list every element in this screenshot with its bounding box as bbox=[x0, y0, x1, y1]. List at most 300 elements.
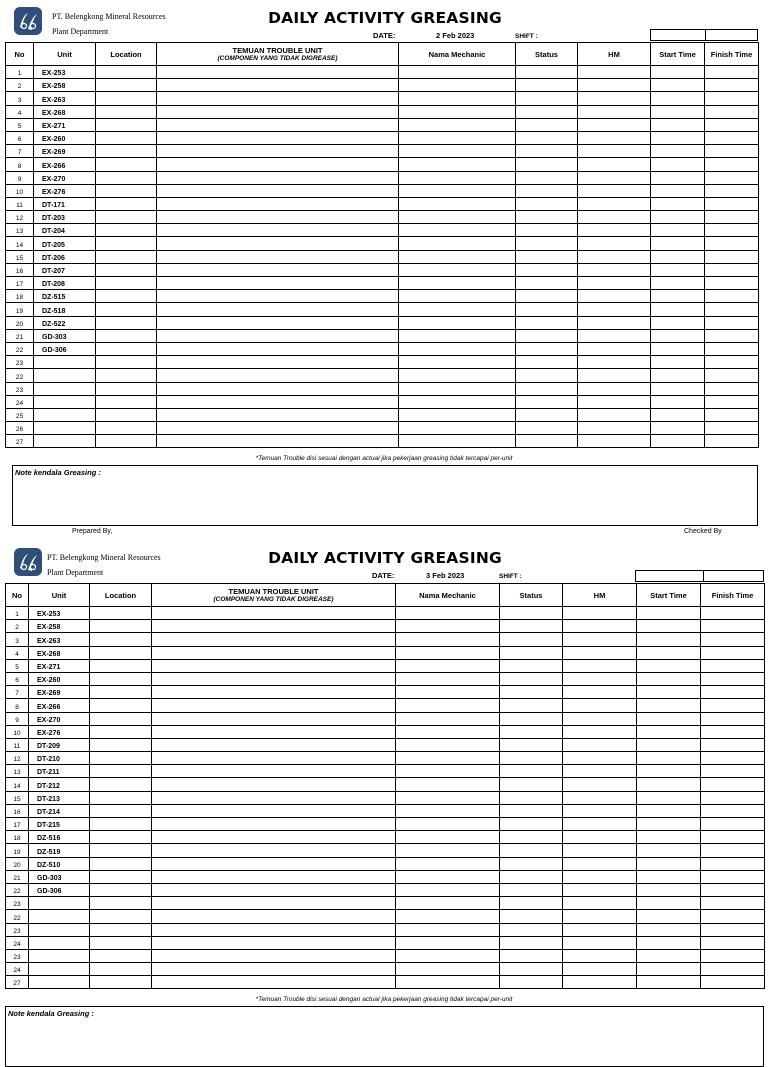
hm-cell[interactable] bbox=[578, 171, 651, 184]
temuan-cell[interactable] bbox=[152, 620, 396, 633]
finish-time-cell[interactable] bbox=[705, 250, 759, 263]
start-time-cell[interactable] bbox=[637, 672, 701, 685]
temuan-cell[interactable] bbox=[157, 395, 399, 408]
mechanic-cell[interactable] bbox=[396, 910, 500, 923]
hm-cell[interactable] bbox=[563, 910, 637, 923]
hm-cell[interactable] bbox=[578, 303, 651, 316]
finish-time-cell[interactable] bbox=[701, 672, 765, 685]
status-cell[interactable] bbox=[516, 435, 578, 448]
temuan-cell[interactable] bbox=[157, 290, 399, 303]
finish-time-cell[interactable] bbox=[701, 949, 765, 962]
mechanic-cell[interactable] bbox=[396, 870, 500, 883]
status-cell[interactable] bbox=[516, 79, 578, 92]
temuan-cell[interactable] bbox=[157, 145, 399, 158]
status-cell[interactable] bbox=[516, 303, 578, 316]
hm-cell[interactable] bbox=[563, 883, 637, 896]
start-time-cell[interactable] bbox=[651, 92, 705, 105]
temuan-cell[interactable] bbox=[152, 818, 396, 831]
hm-cell[interactable] bbox=[563, 633, 637, 646]
status-cell[interactable] bbox=[516, 422, 578, 435]
mechanic-cell[interactable] bbox=[399, 408, 516, 421]
finish-time-cell[interactable] bbox=[705, 422, 759, 435]
temuan-cell[interactable] bbox=[152, 844, 396, 857]
hm-cell[interactable] bbox=[563, 752, 637, 765]
start-time-cell[interactable] bbox=[651, 184, 705, 197]
mechanic-cell[interactable] bbox=[399, 369, 516, 382]
mechanic-cell[interactable] bbox=[399, 184, 516, 197]
mechanic-cell[interactable] bbox=[399, 211, 516, 224]
finish-time-cell[interactable] bbox=[701, 699, 765, 712]
start-time-cell[interactable] bbox=[637, 738, 701, 751]
status-cell[interactable] bbox=[500, 936, 563, 949]
status-cell[interactable] bbox=[500, 844, 563, 857]
finish-time-cell[interactable] bbox=[701, 804, 765, 817]
location-cell[interactable] bbox=[90, 857, 152, 870]
location-cell[interactable] bbox=[90, 659, 152, 672]
start-time-cell[interactable] bbox=[651, 382, 705, 395]
finish-time-cell[interactable] bbox=[701, 752, 765, 765]
temuan-cell[interactable] bbox=[152, 633, 396, 646]
temuan-cell[interactable] bbox=[152, 949, 396, 962]
start-time-cell[interactable] bbox=[637, 791, 701, 804]
location-cell[interactable] bbox=[96, 290, 157, 303]
finish-time-cell[interactable] bbox=[701, 976, 765, 989]
start-time-cell[interactable] bbox=[651, 316, 705, 329]
location-cell[interactable] bbox=[90, 897, 152, 910]
mechanic-cell[interactable] bbox=[399, 66, 516, 79]
temuan-cell[interactable] bbox=[157, 303, 399, 316]
mechanic-cell[interactable] bbox=[396, 844, 500, 857]
finish-time-cell[interactable] bbox=[705, 66, 759, 79]
location-cell[interactable] bbox=[90, 804, 152, 817]
start-time-cell[interactable] bbox=[651, 342, 705, 355]
mechanic-cell[interactable] bbox=[396, 778, 500, 791]
status-cell[interactable] bbox=[500, 712, 563, 725]
location-cell[interactable] bbox=[90, 883, 152, 896]
start-time-cell[interactable] bbox=[637, 659, 701, 672]
temuan-cell[interactable] bbox=[157, 211, 399, 224]
hm-cell[interactable] bbox=[563, 646, 637, 659]
shift-box-b[interactable] bbox=[703, 570, 764, 582]
temuan-cell[interactable] bbox=[157, 131, 399, 144]
finish-time-cell[interactable] bbox=[705, 369, 759, 382]
hm-cell[interactable] bbox=[578, 131, 651, 144]
temuan-cell[interactable] bbox=[152, 646, 396, 659]
location-cell[interactable] bbox=[96, 211, 157, 224]
start-time-cell[interactable] bbox=[637, 699, 701, 712]
mechanic-cell[interactable] bbox=[396, 936, 500, 949]
finish-time-cell[interactable] bbox=[705, 237, 759, 250]
location-cell[interactable] bbox=[96, 422, 157, 435]
mechanic-cell[interactable] bbox=[396, 633, 500, 646]
location-cell[interactable] bbox=[90, 831, 152, 844]
hm-cell[interactable] bbox=[578, 356, 651, 369]
location-cell[interactable] bbox=[96, 145, 157, 158]
hm-cell[interactable] bbox=[578, 290, 651, 303]
status-cell[interactable] bbox=[516, 145, 578, 158]
finish-time-cell[interactable] bbox=[701, 725, 765, 738]
temuan-cell[interactable] bbox=[157, 118, 399, 131]
start-time-cell[interactable] bbox=[651, 422, 705, 435]
hm-cell[interactable] bbox=[563, 738, 637, 751]
hm-cell[interactable] bbox=[563, 949, 637, 962]
location-cell[interactable] bbox=[90, 949, 152, 962]
status-cell[interactable] bbox=[500, 910, 563, 923]
finish-time-cell[interactable] bbox=[701, 765, 765, 778]
location-cell[interactable] bbox=[96, 277, 157, 290]
hm-cell[interactable] bbox=[578, 92, 651, 105]
start-time-cell[interactable] bbox=[637, 778, 701, 791]
status-cell[interactable] bbox=[500, 883, 563, 896]
finish-time-cell[interactable] bbox=[705, 290, 759, 303]
location-cell[interactable] bbox=[96, 356, 157, 369]
mechanic-cell[interactable] bbox=[396, 686, 500, 699]
finish-time-cell[interactable] bbox=[701, 738, 765, 751]
location-cell[interactable] bbox=[96, 395, 157, 408]
hm-cell[interactable] bbox=[578, 250, 651, 263]
status-cell[interactable] bbox=[500, 976, 563, 989]
status-cell[interactable] bbox=[500, 699, 563, 712]
mechanic-cell[interactable] bbox=[399, 435, 516, 448]
temuan-cell[interactable] bbox=[157, 158, 399, 171]
temuan-cell[interactable] bbox=[152, 712, 396, 725]
mechanic-cell[interactable] bbox=[396, 620, 500, 633]
temuan-cell[interactable] bbox=[152, 883, 396, 896]
temuan-cell[interactable] bbox=[157, 329, 399, 342]
finish-time-cell[interactable] bbox=[701, 844, 765, 857]
hm-cell[interactable] bbox=[578, 395, 651, 408]
status-cell[interactable] bbox=[500, 607, 563, 620]
temuan-cell[interactable] bbox=[157, 184, 399, 197]
status-cell[interactable] bbox=[500, 857, 563, 870]
status-cell[interactable] bbox=[500, 738, 563, 751]
start-time-cell[interactable] bbox=[637, 936, 701, 949]
finish-time-cell[interactable] bbox=[701, 633, 765, 646]
start-time-cell[interactable] bbox=[651, 435, 705, 448]
finish-time-cell[interactable] bbox=[705, 158, 759, 171]
start-time-cell[interactable] bbox=[651, 224, 705, 237]
finish-time-cell[interactable] bbox=[705, 263, 759, 276]
start-time-cell[interactable] bbox=[637, 818, 701, 831]
finish-time-cell[interactable] bbox=[701, 646, 765, 659]
location-cell[interactable] bbox=[96, 369, 157, 382]
finish-time-cell[interactable] bbox=[701, 818, 765, 831]
finish-time-cell[interactable] bbox=[705, 197, 759, 210]
finish-time-cell[interactable] bbox=[705, 316, 759, 329]
temuan-cell[interactable] bbox=[157, 316, 399, 329]
start-time-cell[interactable] bbox=[651, 250, 705, 263]
temuan-cell[interactable] bbox=[152, 672, 396, 685]
status-cell[interactable] bbox=[516, 369, 578, 382]
location-cell[interactable] bbox=[90, 738, 152, 751]
status-cell[interactable] bbox=[500, 949, 563, 962]
status-cell[interactable] bbox=[516, 105, 578, 118]
start-time-cell[interactable] bbox=[651, 105, 705, 118]
temuan-cell[interactable] bbox=[157, 408, 399, 421]
start-time-cell[interactable] bbox=[637, 804, 701, 817]
hm-cell[interactable] bbox=[563, 963, 637, 976]
hm-cell[interactable] bbox=[578, 105, 651, 118]
status-cell[interactable] bbox=[516, 184, 578, 197]
mechanic-cell[interactable] bbox=[396, 765, 500, 778]
note-box[interactable] bbox=[5, 1006, 764, 1067]
status-cell[interactable] bbox=[500, 752, 563, 765]
note-box[interactable] bbox=[12, 465, 758, 526]
mechanic-cell[interactable] bbox=[396, 949, 500, 962]
status-cell[interactable] bbox=[500, 818, 563, 831]
finish-time-cell[interactable] bbox=[701, 897, 765, 910]
finish-time-cell[interactable] bbox=[705, 184, 759, 197]
temuan-cell[interactable] bbox=[152, 686, 396, 699]
location-cell[interactable] bbox=[90, 910, 152, 923]
location-cell[interactable] bbox=[96, 171, 157, 184]
finish-time-cell[interactable] bbox=[701, 831, 765, 844]
mechanic-cell[interactable] bbox=[396, 646, 500, 659]
start-time-cell[interactable] bbox=[651, 237, 705, 250]
temuan-cell[interactable] bbox=[152, 725, 396, 738]
temuan-cell[interactable] bbox=[152, 659, 396, 672]
start-time-cell[interactable] bbox=[651, 66, 705, 79]
status-cell[interactable] bbox=[516, 342, 578, 355]
start-time-cell[interactable] bbox=[637, 883, 701, 896]
status-cell[interactable] bbox=[500, 633, 563, 646]
temuan-cell[interactable] bbox=[157, 171, 399, 184]
finish-time-cell[interactable] bbox=[705, 131, 759, 144]
start-time-cell[interactable] bbox=[651, 356, 705, 369]
finish-time-cell[interactable] bbox=[705, 356, 759, 369]
hm-cell[interactable] bbox=[578, 369, 651, 382]
location-cell[interactable] bbox=[96, 79, 157, 92]
status-cell[interactable] bbox=[500, 646, 563, 659]
status-cell[interactable] bbox=[516, 408, 578, 421]
start-time-cell[interactable] bbox=[651, 131, 705, 144]
status-cell[interactable] bbox=[500, 778, 563, 791]
start-time-cell[interactable] bbox=[637, 857, 701, 870]
status-cell[interactable] bbox=[516, 131, 578, 144]
temuan-cell[interactable] bbox=[157, 92, 399, 105]
temuan-cell[interactable] bbox=[152, 791, 396, 804]
hm-cell[interactable] bbox=[563, 818, 637, 831]
temuan-cell[interactable] bbox=[152, 910, 396, 923]
hm-cell[interactable] bbox=[563, 659, 637, 672]
finish-time-cell[interactable] bbox=[705, 79, 759, 92]
temuan-cell[interactable] bbox=[157, 263, 399, 276]
status-cell[interactable] bbox=[500, 672, 563, 685]
status-cell[interactable] bbox=[500, 686, 563, 699]
hm-cell[interactable] bbox=[563, 870, 637, 883]
temuan-cell[interactable] bbox=[157, 422, 399, 435]
status-cell[interactable] bbox=[500, 765, 563, 778]
status-cell[interactable] bbox=[516, 158, 578, 171]
hm-cell[interactable] bbox=[578, 158, 651, 171]
status-cell[interactable] bbox=[500, 725, 563, 738]
location-cell[interactable] bbox=[96, 435, 157, 448]
mechanic-cell[interactable] bbox=[399, 92, 516, 105]
status-cell[interactable] bbox=[516, 118, 578, 131]
location-cell[interactable] bbox=[90, 672, 152, 685]
location-cell[interactable] bbox=[96, 316, 157, 329]
hm-cell[interactable] bbox=[563, 897, 637, 910]
temuan-cell[interactable] bbox=[157, 237, 399, 250]
temuan-cell[interactable] bbox=[152, 804, 396, 817]
location-cell[interactable] bbox=[96, 237, 157, 250]
start-time-cell[interactable] bbox=[651, 118, 705, 131]
hm-cell[interactable] bbox=[563, 765, 637, 778]
temuan-cell[interactable] bbox=[152, 738, 396, 751]
temuan-cell[interactable] bbox=[152, 607, 396, 620]
start-time-cell[interactable] bbox=[651, 211, 705, 224]
mechanic-cell[interactable] bbox=[396, 897, 500, 910]
location-cell[interactable] bbox=[96, 408, 157, 421]
mechanic-cell[interactable] bbox=[399, 263, 516, 276]
location-cell[interactable] bbox=[96, 197, 157, 210]
hm-cell[interactable] bbox=[578, 342, 651, 355]
finish-time-cell[interactable] bbox=[701, 870, 765, 883]
mechanic-cell[interactable] bbox=[399, 329, 516, 342]
mechanic-cell[interactable] bbox=[399, 237, 516, 250]
hm-cell[interactable] bbox=[578, 66, 651, 79]
finish-time-cell[interactable] bbox=[701, 620, 765, 633]
shift-box-a[interactable] bbox=[635, 570, 704, 582]
temuan-cell[interactable] bbox=[152, 976, 396, 989]
start-time-cell[interactable] bbox=[637, 607, 701, 620]
location-cell[interactable] bbox=[96, 263, 157, 276]
mechanic-cell[interactable] bbox=[396, 883, 500, 896]
hm-cell[interactable] bbox=[563, 976, 637, 989]
start-time-cell[interactable] bbox=[637, 910, 701, 923]
hm-cell[interactable] bbox=[578, 237, 651, 250]
mechanic-cell[interactable] bbox=[396, 672, 500, 685]
location-cell[interactable] bbox=[96, 250, 157, 263]
status-cell[interactable] bbox=[516, 329, 578, 342]
finish-time-cell[interactable] bbox=[701, 607, 765, 620]
location-cell[interactable] bbox=[90, 712, 152, 725]
hm-cell[interactable] bbox=[578, 145, 651, 158]
temuan-cell[interactable] bbox=[157, 435, 399, 448]
hm-cell[interactable] bbox=[563, 686, 637, 699]
location-cell[interactable] bbox=[96, 131, 157, 144]
status-cell[interactable] bbox=[516, 92, 578, 105]
start-time-cell[interactable] bbox=[637, 633, 701, 646]
hm-cell[interactable] bbox=[578, 329, 651, 342]
mechanic-cell[interactable] bbox=[396, 963, 500, 976]
location-cell[interactable] bbox=[90, 646, 152, 659]
location-cell[interactable] bbox=[90, 963, 152, 976]
status-cell[interactable] bbox=[516, 263, 578, 276]
location-cell[interactable] bbox=[96, 224, 157, 237]
mechanic-cell[interactable] bbox=[396, 976, 500, 989]
finish-time-cell[interactable] bbox=[701, 923, 765, 936]
location-cell[interactable] bbox=[90, 844, 152, 857]
mechanic-cell[interactable] bbox=[399, 422, 516, 435]
status-cell[interactable] bbox=[500, 831, 563, 844]
hm-cell[interactable] bbox=[563, 936, 637, 949]
status-cell[interactable] bbox=[500, 897, 563, 910]
location-cell[interactable] bbox=[90, 778, 152, 791]
mechanic-cell[interactable] bbox=[396, 804, 500, 817]
finish-time-cell[interactable] bbox=[705, 92, 759, 105]
location-cell[interactable] bbox=[90, 923, 152, 936]
start-time-cell[interactable] bbox=[637, 646, 701, 659]
temuan-cell[interactable] bbox=[152, 897, 396, 910]
status-cell[interactable] bbox=[500, 659, 563, 672]
temuan-cell[interactable] bbox=[152, 936, 396, 949]
mechanic-cell[interactable] bbox=[399, 290, 516, 303]
mechanic-cell[interactable] bbox=[399, 382, 516, 395]
temuan-cell[interactable] bbox=[152, 963, 396, 976]
shift-box-a[interactable] bbox=[650, 29, 706, 41]
mechanic-cell[interactable] bbox=[399, 158, 516, 171]
mechanic-cell[interactable] bbox=[399, 303, 516, 316]
location-cell[interactable] bbox=[96, 92, 157, 105]
finish-time-cell[interactable] bbox=[705, 408, 759, 421]
mechanic-cell[interactable] bbox=[399, 118, 516, 131]
start-time-cell[interactable] bbox=[637, 870, 701, 883]
temuan-cell[interactable] bbox=[157, 197, 399, 210]
status-cell[interactable] bbox=[500, 870, 563, 883]
finish-time-cell[interactable] bbox=[705, 435, 759, 448]
status-cell[interactable] bbox=[516, 356, 578, 369]
start-time-cell[interactable] bbox=[651, 79, 705, 92]
finish-time-cell[interactable] bbox=[705, 145, 759, 158]
hm-cell[interactable] bbox=[578, 316, 651, 329]
location-cell[interactable] bbox=[96, 66, 157, 79]
hm-cell[interactable] bbox=[578, 184, 651, 197]
temuan-cell[interactable] bbox=[157, 356, 399, 369]
finish-time-cell[interactable] bbox=[701, 936, 765, 949]
location-cell[interactable] bbox=[90, 818, 152, 831]
mechanic-cell[interactable] bbox=[396, 923, 500, 936]
location-cell[interactable] bbox=[90, 686, 152, 699]
start-time-cell[interactable] bbox=[651, 277, 705, 290]
status-cell[interactable] bbox=[516, 197, 578, 210]
mechanic-cell[interactable] bbox=[399, 197, 516, 210]
mechanic-cell[interactable] bbox=[399, 342, 516, 355]
temuan-cell[interactable] bbox=[157, 342, 399, 355]
hm-cell[interactable] bbox=[563, 778, 637, 791]
location-cell[interactable] bbox=[96, 342, 157, 355]
finish-time-cell[interactable] bbox=[705, 171, 759, 184]
temuan-cell[interactable] bbox=[152, 870, 396, 883]
mechanic-cell[interactable] bbox=[396, 857, 500, 870]
location-cell[interactable] bbox=[96, 118, 157, 131]
hm-cell[interactable] bbox=[563, 620, 637, 633]
status-cell[interactable] bbox=[500, 963, 563, 976]
status-cell[interactable] bbox=[516, 237, 578, 250]
hm-cell[interactable] bbox=[578, 79, 651, 92]
temuan-cell[interactable] bbox=[157, 277, 399, 290]
finish-time-cell[interactable] bbox=[701, 712, 765, 725]
mechanic-cell[interactable] bbox=[396, 725, 500, 738]
mechanic-cell[interactable] bbox=[399, 250, 516, 263]
location-cell[interactable] bbox=[96, 382, 157, 395]
finish-time-cell[interactable] bbox=[705, 395, 759, 408]
start-time-cell[interactable] bbox=[637, 765, 701, 778]
location-cell[interactable] bbox=[90, 936, 152, 949]
mechanic-cell[interactable] bbox=[399, 356, 516, 369]
start-time-cell[interactable] bbox=[651, 395, 705, 408]
finish-time-cell[interactable] bbox=[705, 105, 759, 118]
start-time-cell[interactable] bbox=[651, 158, 705, 171]
status-cell[interactable] bbox=[516, 290, 578, 303]
temuan-cell[interactable] bbox=[152, 831, 396, 844]
hm-cell[interactable] bbox=[578, 422, 651, 435]
mechanic-cell[interactable] bbox=[399, 224, 516, 237]
start-time-cell[interactable] bbox=[637, 712, 701, 725]
hm-cell[interactable] bbox=[563, 699, 637, 712]
finish-time-cell[interactable] bbox=[701, 686, 765, 699]
start-time-cell[interactable] bbox=[637, 923, 701, 936]
